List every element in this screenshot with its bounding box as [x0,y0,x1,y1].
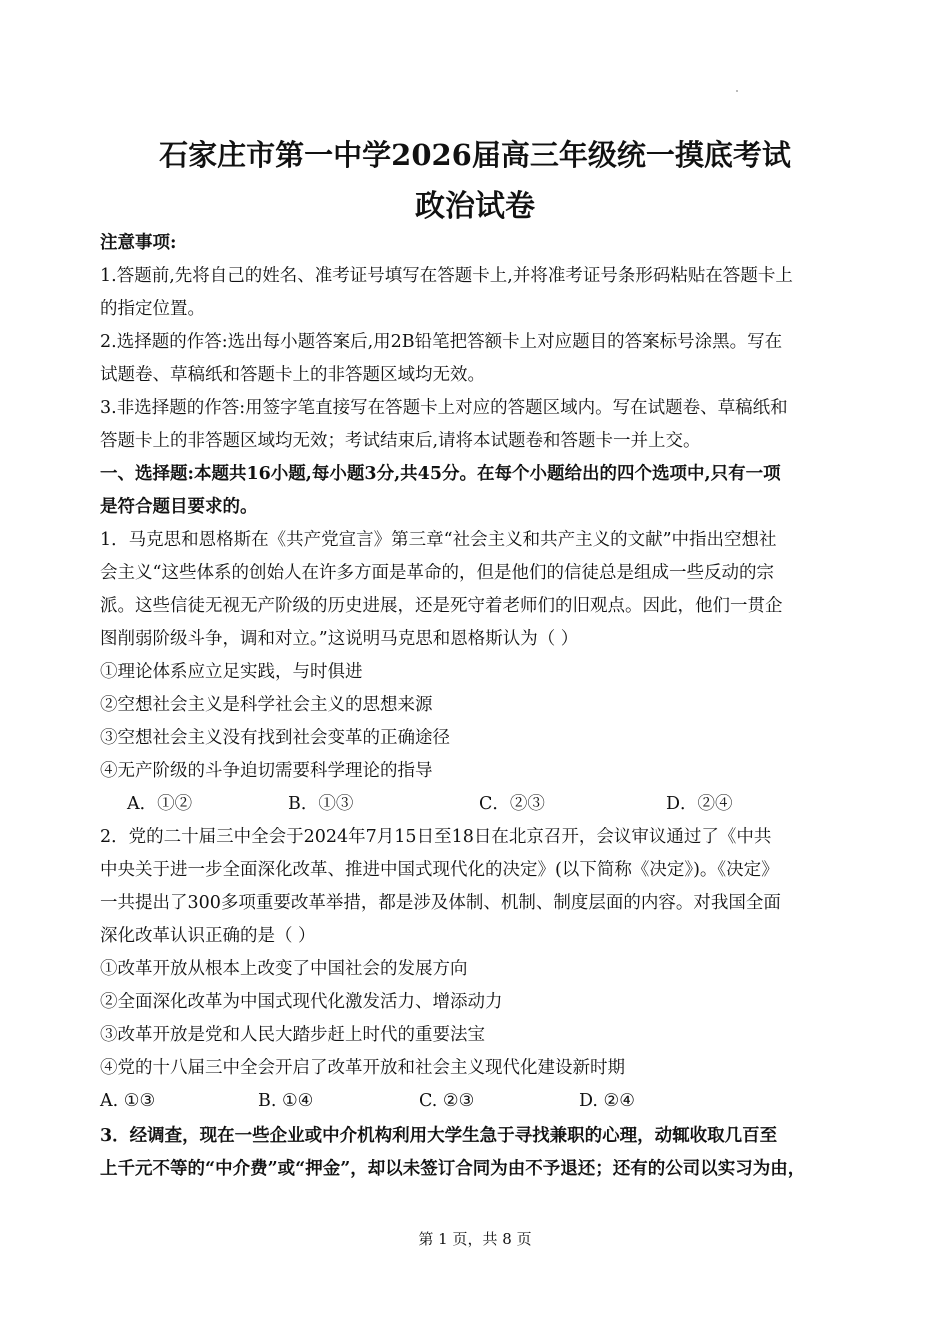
q2-option-d: D. ②④ [579,1091,635,1111]
notice-line: 答题卡上的非答题区域均无效；考试结束后,请将本试题卷和答题卡一并上交。 [100,431,701,451]
notice-line: 1.答题前,先将自己的姓名、准考证号填写在答题卡上,并将准考证号条形码粘贴在答题卡上 [100,266,793,286]
q2-option-c: C. ②③ [419,1091,475,1111]
q2-statement: ④党的十八届三中全会开启了改革开放和社会主义现代化建设新时期 [100,1058,625,1078]
section-heading: 一、选择题:本题共16小题,每小题3分,共45分。在每个小题给出的四个选项中,只有一项 [100,464,781,484]
q1-stem: 会主义“这些体系的创始人在许多方面是革命的，但是他们的信徒总是组成一些反动的宗 [100,563,774,583]
q1-statement: ②空想社会主义是科学社会主义的思想来源 [100,695,433,715]
page-footer: 第 1 页，共 8 页 [418,1230,532,1248]
q2-stem: 中央关于进一步全面深化改革、推进中国式现代化的决定》(以下简称《决定》)。《决定》 [100,860,779,880]
q3-stem: 上千元不等的“中介费”或“押金”，却以未签订合同为由不予退还；还有的公司以实习为由， [100,1159,806,1179]
q1-stem: 1．马克思和恩格斯在《共产党宣言》第三章“社会主义和共产主义的文献”中指出空想社 [100,530,777,550]
q1-statement: ①理论体系应立足实践，与时俱进 [100,662,363,682]
q1-statement: ③空想社会主义没有找到社会变革的正确途径 [100,728,450,748]
q1-option-a: A．①② [127,794,193,814]
notice-line: 试题卷、草稿纸和答题卡上的非答题区域均无效。 [100,365,485,385]
notice-line: 的指定位置。 [100,299,205,319]
q1-option-c: C．②③ [479,794,545,814]
q2-stem: 深化改革认识正确的是（ ） [100,926,316,946]
q1-option-b: B．①③ [288,794,354,814]
notice-heading: 注意事项: [100,233,177,253]
scan-speck [736,90,738,92]
q2-statement: ③改革开放是党和人民大踏步赶上时代的重要法宝 [100,1025,485,1045]
exam-subtitle: 政治试卷 [415,189,535,224]
section-heading: 是符合题目要求的。 [100,497,258,517]
q2-option-b: B. ①④ [258,1091,314,1111]
q2-statement: ②全面深化改革为中国式现代化激发活力、增添动力 [100,992,503,1012]
q2-statement: ①改革开放从根本上改变了中国社会的发展方向 [100,959,468,979]
q2-stem: 2．党的二十届三中全会于2024年7月15日至18日在北京召开，会议审议通过了《中共 [100,827,772,847]
q2-stem: 一共提出了300多项重要改革举措，都是涉及体制、机制、制度层面的内容。对我国全面 [100,893,781,913]
q2-option-a: A. ①③ [100,1091,156,1111]
q1-statement: ④无产阶级的斗争迫切需要科学理论的指导 [100,761,433,781]
notice-line: 2.选择题的作答:选出每小题答案后,用2B铅笔把答额卡上对应题目的答案标号涂黑。写在 [100,332,783,352]
exam-title: 石家庄市第一中学2026届高三年级统一摸底考试 [159,138,791,172]
notice-line: 3.非选择题的作答:用签字笔直接写在答题卡上对应的答题区域内。写在试题卷、草稿纸和 [100,398,788,418]
q3-stem: 3．经调查，现在一些企业或中介机构利用大学生急于寻找兼职的心理，动辄收取几百至 [100,1126,778,1146]
q1-option-d: D．②④ [666,794,733,814]
q1-stem: 图削弱阶级斗争，调和对立。”这说明马克思和恩格斯认为（ ） [100,629,579,649]
q1-stem: 派。这些信徒无视无产阶级的历史进展，还是死守着老师们的旧观点。因此，他们一贯企 [100,596,783,616]
